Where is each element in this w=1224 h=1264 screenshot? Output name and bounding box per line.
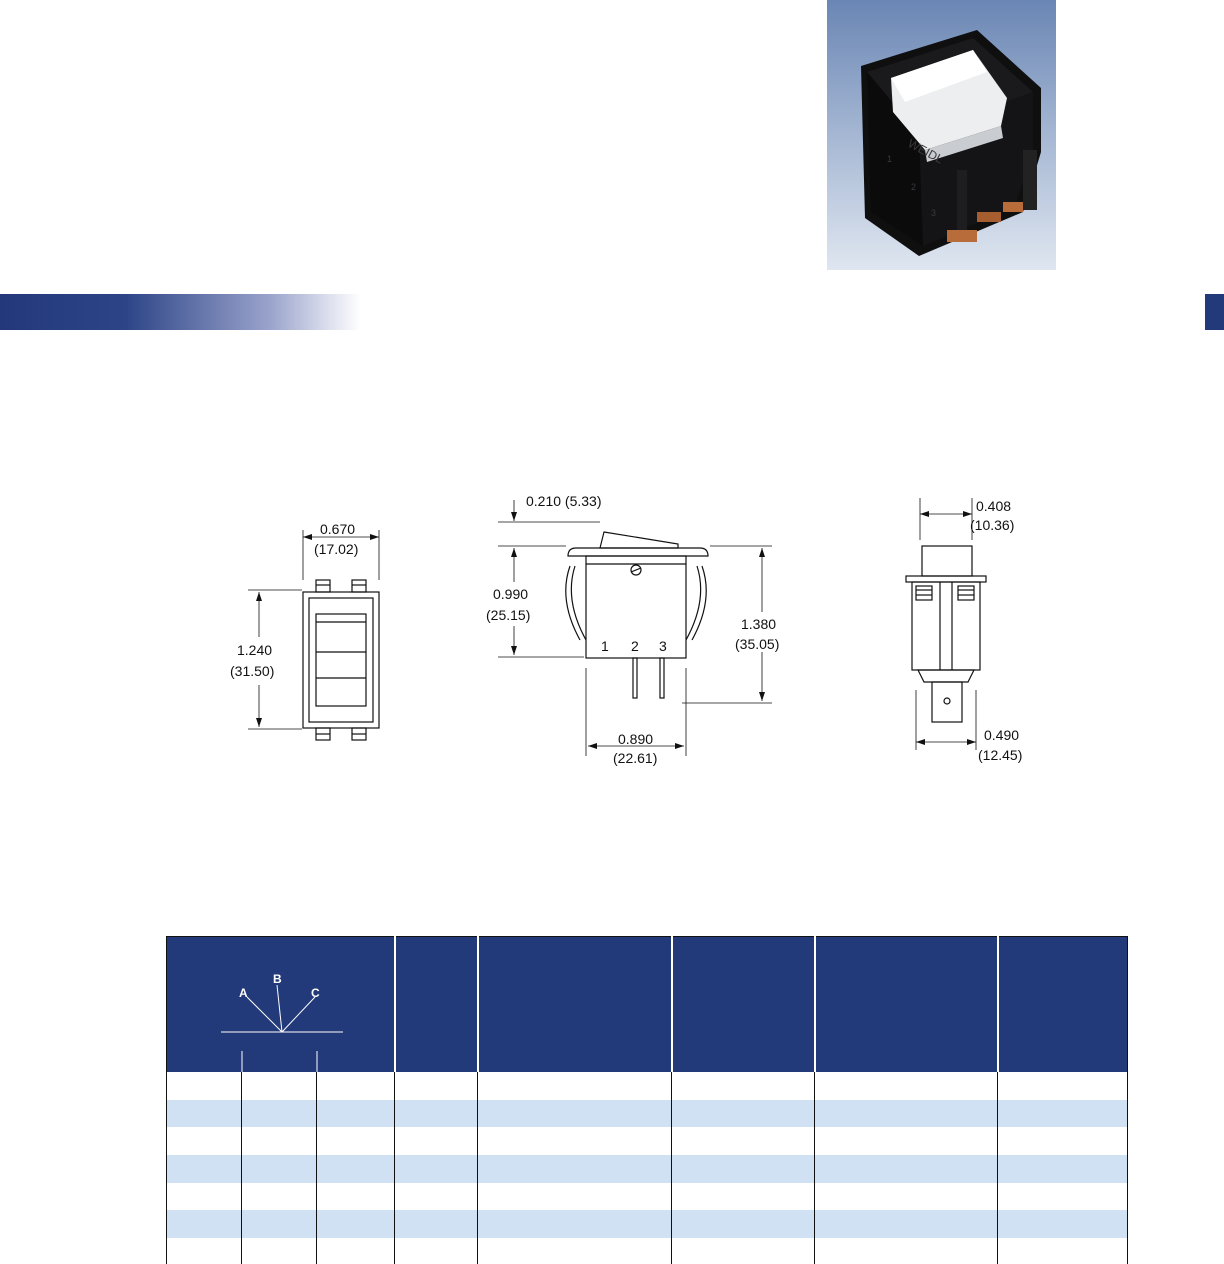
table-row (167, 1155, 1128, 1183)
table-header-cell (395, 937, 478, 1073)
front-height-in: 1.240 (237, 642, 273, 658)
front-width-mm: (17.02) (314, 541, 359, 557)
brand-mark: WEIDL (905, 136, 946, 167)
terminal-width-mm: (12.45) (978, 747, 1023, 763)
terminal-number: 1 (601, 638, 609, 654)
position-label-a: A (239, 986, 248, 1000)
table-header-cell (672, 937, 815, 1073)
position-label-b: B (273, 972, 282, 986)
terminal-number: 3 (659, 638, 667, 654)
body-height-mm: (25.15) (486, 607, 531, 623)
table-header-cell (815, 937, 998, 1073)
side-width-mm: (22.61) (613, 750, 658, 766)
end-width-in: 0.408 (976, 498, 1012, 514)
rocker-offset-dimension: 0.210 (5.33) (526, 493, 602, 509)
specification-table (166, 936, 1128, 1264)
table-row (167, 1072, 1128, 1100)
terminal-mark: 1 (887, 154, 893, 164)
overall-height-mm: (35.05) (735, 636, 780, 652)
table-row (167, 1100, 1128, 1128)
table-row (167, 1210, 1128, 1238)
table-header-cell (998, 937, 1128, 1073)
end-width-mm: (10.36) (970, 517, 1015, 533)
table-row (167, 1127, 1128, 1155)
section-header-band (0, 294, 360, 330)
table-header-row (167, 937, 1128, 1073)
overall-height-in: 1.380 (741, 616, 777, 632)
terminal-number: 2 (631, 638, 639, 654)
page-tab-marker (1205, 294, 1224, 330)
position-label-c: C (311, 986, 320, 1000)
front-width-in: 0.670 (320, 521, 356, 537)
body-height-in: 0.990 (493, 586, 529, 602)
front-height-mm: (31.50) (230, 663, 275, 679)
rocker-switch-photo-icon (827, 0, 1056, 270)
dimension-drawings (0, 480, 1224, 780)
position-diagram-header (167, 937, 395, 1073)
product-photo (827, 0, 1056, 270)
table-header-cell (478, 937, 672, 1073)
front-view-drawing (248, 530, 379, 740)
switch-position-diagram (167, 937, 395, 1072)
table-row (167, 1183, 1128, 1211)
terminal-width-in: 0.490 (984, 727, 1020, 743)
side-view-drawing (498, 500, 772, 756)
end-view-drawing (906, 498, 986, 750)
terminal-mark: 3 (931, 208, 937, 218)
terminal-mark: 2 (911, 182, 917, 192)
side-width-in: 0.890 (618, 731, 654, 747)
table-row (167, 1238, 1128, 1264)
